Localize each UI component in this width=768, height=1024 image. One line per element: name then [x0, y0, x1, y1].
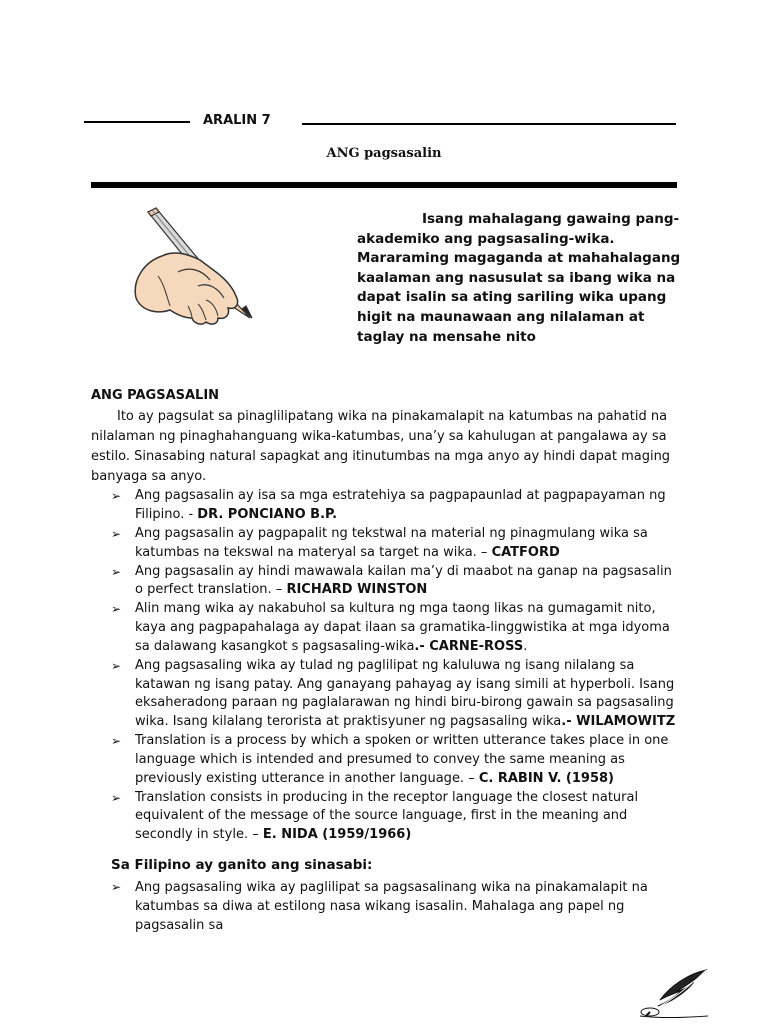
rule-left	[84, 121, 190, 123]
section-paragraph: Ito ay pagsulat sa pinaglilipatang wika na pinakamalapit na katumbas na pahatid na nilalaman ng pinaghahanguang wika-katumbas, una’y sa kahulugan at pangalawa ay sa estilo. Sinasabing natural sapagkat ang itinutumbas na mga anyo ay hindi dapat maging banyaga sa anyo.	[91, 409, 671, 484]
rule-right	[302, 123, 676, 125]
list-item: ➢ Ang pagsasaling wika ay paglilipat sa pagsasalinang wika na pinakamalapit na katumbas sa diwa at estilong nasa wikang isasalin. Mahalaga ang papel ng pagsasalin sa	[111, 880, 648, 933]
list-item: ➢ Translation consists in producing in the receptor language the closest natural equivalent of the message of the source language, first in the meaning and secondly in style. – E. NIDA (1959/1966)	[111, 789, 639, 842]
arrow-bullet-icon: ➢	[111, 880, 122, 894]
list-item: ➢ Alin mang wika ay nakabuhol sa kultura ng mga taong likas na gumagamit nito, kaya ang pagpapahalaga ay dapat ilaan sa gramatika-linggwistika at mga idyoma sa dalawang kasangkot s pagsasaling-wika.- CARNE-ROSS.	[111, 601, 670, 654]
arrow-bullet-icon: ➢	[111, 526, 122, 541]
hand-writing-pencil-icon	[128, 206, 264, 330]
arrow-bullet-icon: ➢	[111, 790, 122, 805]
list-item: ➢ Ang pagsasalin ay hindi mawawala kailan ma’y di maabot na ganap na pagsasalin o perfect translation. – RICHARD WINSTON	[111, 563, 672, 598]
arrow-bullet-icon: ➢	[111, 564, 122, 579]
lesson-label: ARALIN 7	[203, 113, 271, 128]
filipino-list	[111, 878, 681, 935]
intro-paragraph: Isang mahalagang gawaing pang-akademiko ang pagsasaling-wika. Mararaming magaganda at mahahalagang kaalaman ang nasusulat sa ibang wika na dapat isalin sa ating sariling wika upang higit na maunawaan ang nilalaman at taglay na mensahe nito	[357, 211, 681, 345]
arrow-bullet-icon: ➢	[111, 734, 122, 749]
quill-pen-icon	[636, 966, 712, 1020]
filipino-heading: Sa Filipino ay ganito ang sinasabi:	[111, 857, 373, 873]
arrow-bullet-icon: ➢	[111, 602, 122, 617]
arrow-bullet-icon: ➢	[111, 658, 122, 673]
section-heading: ANG PAGSASALIN	[91, 388, 220, 403]
list-item: ➢ Translation is a process by which a spoken or written utterance takes place in one language which is intended and presumed to convey the same meaning as previously existing utterance in another language. – C. RABIN V. (1958)	[111, 733, 669, 786]
list-item: ➢ Ang pagsasaling wika ay tulad ng paglilipat ng kaluluwa ng isang nilalang sa katawan ng isang patay. Ang ganayang pahayag ay isang simili at hyperboli. Isang eksaheradong paraan ng paglalarawan ng hindi biru-birong gawain sa pagsasaling wika. Isang kilalang terorista at praktisyuner ng pagsasaling wika.- WILAMOWITZ	[111, 657, 676, 729]
arrow-bullet-icon: ➢	[111, 489, 122, 503]
thick-divider	[91, 182, 677, 188]
page-subtitle: ANG pagsasalin	[326, 146, 442, 161]
list-item: ➢ Ang pagsasalin ay isa sa mga estratehiya sa pagpapaunlad at pagpapayaman ng Filipino. - DR. PONCIANO B.P.	[111, 488, 666, 522]
list-item: ➢ Ang pagsasalin ay pagpapalit ng tekstwal na material ng pinagmulang wika sa katumbas na tekswal na materyal sa target na wika. – CATFORD	[111, 525, 648, 560]
definition-list	[111, 487, 681, 845]
